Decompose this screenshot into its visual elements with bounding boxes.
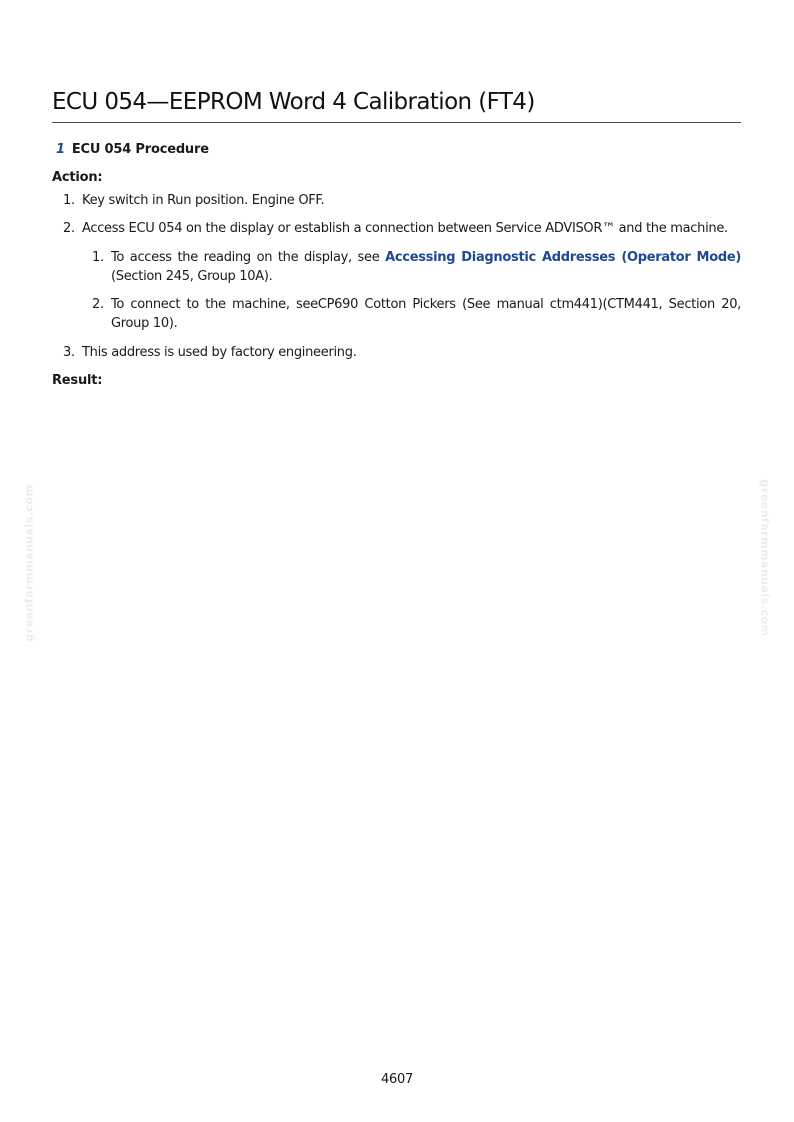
list-item-number: 3. [63,345,75,360]
page-title: ECU 054—EEPROM Word 4 Calibration (FT4) [52,89,535,115]
result-label: Result: [52,373,103,388]
list-item-text: This address is used by factory engineering. [82,345,357,360]
list-subitem-text [111,248,741,286]
watermark-left: greenfarmmanuals.com [22,484,36,642]
list-item [63,219,741,238]
watermark-right: greenfarmmanuals.com [758,479,772,637]
list-item-text: Access ECU 054 on the display or establish a connection between Service ADVISOR™ and the machine. [82,221,728,236]
list-item [63,191,741,210]
list-subitem-text-before: To access the reading on the display, see [111,250,386,265]
procedure-heading [56,141,209,159]
page-number: 4607 [381,1072,413,1087]
list-item-text: Key switch in Run position. Engine OFF. [82,193,325,208]
list-item [63,343,741,362]
list-item-number: 1. [63,193,75,208]
list-subitem-text: To connect to the machine, seeCP690 Cotton Pickers (See manual ctm441)(CTM441, Section 20, Group 10). [111,297,741,331]
list-subitem-number: 2. [92,297,104,312]
procedure-label: ECU 054 Procedure [71,142,209,157]
accessing-diagnostic-addresses-link[interactable]: Accessing Diagnostic Addresses (Operator Mode) [385,250,741,265]
list-item-number: 2. [63,221,75,236]
list-subitem [92,248,741,286]
procedure-number: 1 [56,142,65,157]
list-subitem-text-after: (Section 245, Group 10A). [111,269,273,284]
action-label: Action: [52,170,103,185]
list-subitem-number: 1. [92,250,104,265]
title-divider [52,122,741,123]
list-subitem [92,295,741,333]
